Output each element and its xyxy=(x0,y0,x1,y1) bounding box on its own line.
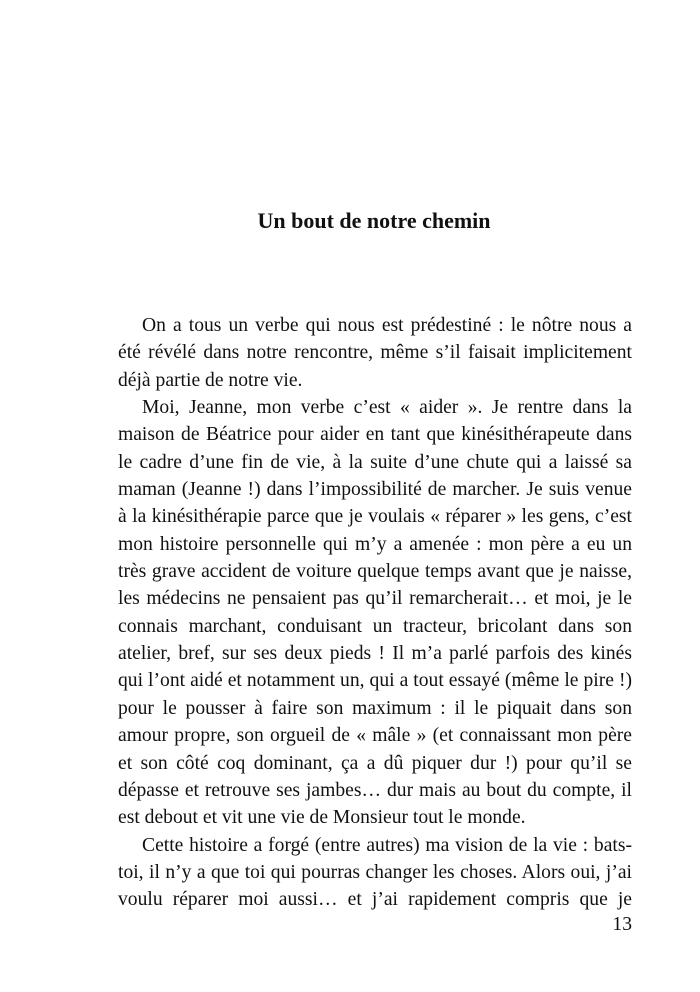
paragraph xyxy=(118,312,632,394)
text-line: toi, il n’y a que toi qui pourras changer les choses. Alors oui, j’ai xyxy=(118,861,632,883)
text-line: maman (Jeanne !) dans l’impossibilité de marcher. Je suis venue xyxy=(118,479,632,501)
body-text xyxy=(118,312,632,914)
text-line: pour le pousser à faire son maximum : il le piquait dans son xyxy=(118,697,632,719)
chapter-title: Un bout de notre chemin xyxy=(257,208,491,233)
text-line: déjà partie de notre vie. xyxy=(118,369,303,391)
text-line: amour propre, son orgueil de « mâle » (et connaissant mon père xyxy=(118,725,632,747)
text-line: à la kinésithérapie parce que je voulais « réparer » les gens, c’est xyxy=(118,506,632,528)
text-line: qui l’ont aidé et notamment un, qui a tout essayé (même le pire !) xyxy=(118,670,632,692)
text-line: les médecins ne pensaient pas qu’il remarcherait… et moi, je le xyxy=(118,588,632,610)
text-line: mon histoire personnelle qui m’y a amenée : mon père a eu un xyxy=(118,533,632,555)
text-line: atelier, bref, sur ses deux pieds ! Il m’a parlé parfois des kinés xyxy=(118,643,632,665)
text-line: Cette histoire a forgé (entre autres) ma vision de la vie : bats- xyxy=(142,834,632,856)
text-line: dépasse et retrouve ses jambes… dur mais au bout du compte, il xyxy=(118,779,632,801)
text-line: Moi, Jeanne, mon verbe c’est « aider ». Je rentre dans la xyxy=(142,397,632,419)
paragraph xyxy=(118,832,632,914)
text-line: très grave accident de voiture quelque temps avant que je naisse, xyxy=(118,561,632,583)
text-line: connais marchant, conduisant un tracteur, bricolant dans son xyxy=(118,615,632,637)
paragraph xyxy=(118,394,632,832)
text-line: On a tous un verbe qui nous est prédestiné : le nôtre nous a xyxy=(142,315,632,336)
page-number: 13 xyxy=(612,914,632,935)
text-line: maison de Béatrice pour aider en tant que kinésithérapeute dans xyxy=(118,424,632,446)
text-line: et son côté coq dominant, ça a dû piquer dur !) pour qu’il se xyxy=(118,752,632,774)
text-line: été révélé dans notre rencontre, même s’il faisait implicitement xyxy=(118,342,632,364)
text-line: le cadre d’une fin de vie, à la suite d’une chute qui a laissé sa xyxy=(118,451,632,473)
text-line: est debout et vit une vie de Monsieur tout le monde. xyxy=(118,807,526,829)
text-line: voulu réparer moi aussi… et j’ai rapidement compris que je xyxy=(118,889,632,911)
